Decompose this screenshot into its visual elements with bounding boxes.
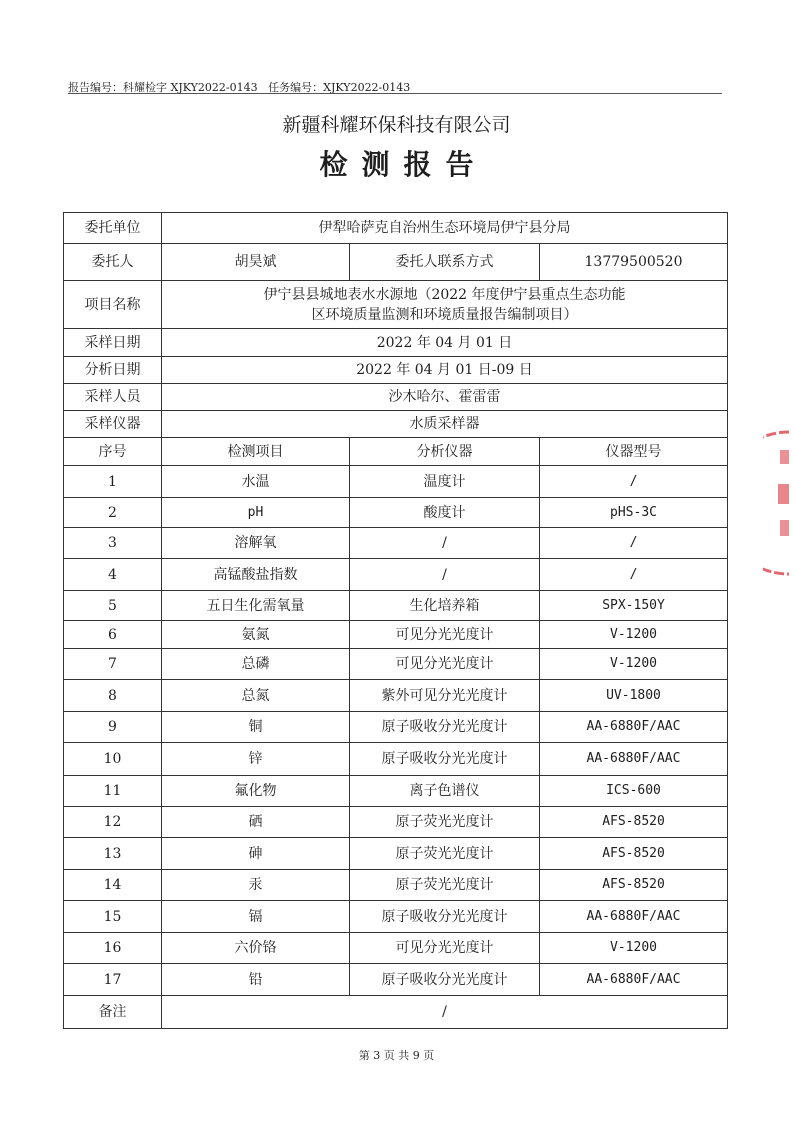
remarks-label: 备注 (64, 996, 162, 1029)
project-label: 项目名称 (64, 281, 162, 329)
table-row (64, 933, 728, 964)
instrument-model: / (540, 559, 728, 591)
table-row (64, 591, 728, 621)
instrument-model: V-1200 (540, 933, 728, 964)
page-number: 第 3 页 共 9 页 (358, 1049, 435, 1062)
instrument-model: AA-6880F/AAC (540, 901, 728, 933)
analysis-date-value: 2022 年 04 月 01 日-09 日 (162, 357, 728, 384)
row-number: 1 (64, 466, 162, 498)
test-item: 汞 (162, 870, 350, 901)
report-number-label: 报告编号： (68, 81, 123, 94)
analyzer-name: 原子吸收分光光度计 (350, 964, 540, 996)
instrument-label: 采样仪器 (64, 411, 162, 438)
test-item: 水温 (162, 466, 350, 498)
contact-row (64, 244, 728, 281)
project-line-1: 伊宁县县城地表水水源地（2022 年度伊宁县重点生态功能 (263, 286, 626, 303)
company-name: 新疆科耀环保科技有限公司 (282, 114, 511, 136)
analyzer-name: 离子色谱仪 (350, 776, 540, 807)
table-row (64, 964, 728, 996)
client-label: 委托单位 (64, 213, 162, 244)
analyzer-name: 紫外可见分光光度计 (350, 680, 540, 712)
instrument-model: AFS-8520 (540, 870, 728, 901)
table-row (64, 776, 728, 807)
table-row (64, 901, 728, 933)
row-number: 14 (64, 870, 162, 901)
instrument-model: V-1200 (540, 621, 728, 649)
test-item: 溶解氧 (162, 528, 350, 559)
contact-label: 委托人 (64, 244, 162, 281)
analyzer-name: 可见分光光度计 (350, 621, 540, 649)
instrument-row (64, 411, 728, 438)
contact-value: 胡昊斌 (162, 244, 350, 281)
row-number: 17 (64, 964, 162, 996)
analyzer-name: 生化培养箱 (350, 591, 540, 621)
row-number: 3 (64, 528, 162, 559)
table-row (64, 680, 728, 712)
column-header-item: 检测项目 (162, 438, 350, 466)
test-item: 五日生化需氧量 (162, 591, 350, 621)
project-value (162, 281, 728, 329)
test-item: pH (162, 498, 350, 528)
sampler-row (64, 384, 728, 411)
table-row (64, 838, 728, 870)
analyzer-name: 原子荧光光度计 (350, 838, 540, 870)
instrument-model: V-1200 (540, 649, 728, 680)
analyzer-name: 温度计 (350, 466, 540, 498)
row-number: 7 (64, 649, 162, 680)
analyzer-name: / (350, 528, 540, 559)
row-number: 8 (64, 680, 162, 712)
analyzer-name: 酸度计 (350, 498, 540, 528)
sample-date-value: 2022 年 04 月 01 日 (162, 329, 728, 357)
instrument-model: AA-6880F/AAC (540, 712, 728, 743)
table-row (64, 712, 728, 743)
instrument-model: ICS-600 (540, 776, 728, 807)
table-row (64, 743, 728, 776)
instrument-model: / (540, 466, 728, 498)
project-line-2: 区环境质量监测和环境质量报告编制项目） (311, 306, 578, 323)
instrument-value: 水质采样器 (162, 411, 728, 438)
phone-label: 委托人联系方式 (350, 244, 540, 281)
test-item: 六价铬 (162, 933, 350, 964)
table-row (64, 466, 728, 498)
row-number: 15 (64, 901, 162, 933)
instrument-model: pHS-3C (540, 498, 728, 528)
analyzer-name: 原子荧光光度计 (350, 807, 540, 838)
row-number: 16 (64, 933, 162, 964)
task-number-label: 任务编号： (268, 81, 324, 94)
table-row (64, 559, 728, 591)
analyzer-name: 可见分光光度计 (350, 933, 540, 964)
column-header-no: 序号 (64, 438, 162, 466)
table-row (64, 870, 728, 901)
project-row (64, 281, 728, 329)
test-item: 高锰酸盐指数 (162, 559, 350, 591)
table-row (64, 649, 728, 680)
remarks-row (64, 996, 728, 1029)
test-item: 硒 (162, 807, 350, 838)
instrument-model: AA-6880F/AAC (540, 743, 728, 776)
row-number: 9 (64, 712, 162, 743)
row-number: 5 (64, 591, 162, 621)
page-title: 检测报告 (319, 148, 488, 181)
instrument-model: UV-1800 (540, 680, 728, 712)
table-row (64, 807, 728, 838)
sampler-value: 沙木哈尔、霍雷雷 (162, 384, 728, 411)
test-item: 锌 (162, 743, 350, 776)
report-table (63, 212, 728, 1029)
row-number: 4 (64, 559, 162, 591)
test-item: 铅 (162, 964, 350, 996)
instrument-model: SPX-150Y (540, 591, 728, 621)
remarks-value: / (162, 996, 728, 1029)
seal-stamp-fragment (763, 428, 793, 578)
analyzer-name: 可见分光光度计 (350, 649, 540, 680)
row-number: 13 (64, 838, 162, 870)
header-divider (68, 93, 722, 94)
instrument-model: / (540, 528, 728, 559)
instrument-model: AFS-8520 (540, 807, 728, 838)
table-row (64, 498, 728, 528)
test-item: 镉 (162, 901, 350, 933)
row-number: 2 (64, 498, 162, 528)
test-item: 总磷 (162, 649, 350, 680)
row-number: 6 (64, 621, 162, 649)
sample-date-row (64, 329, 728, 357)
row-number: 11 (64, 776, 162, 807)
column-header-row (64, 438, 728, 466)
analyzer-name: 原子荧光光度计 (350, 870, 540, 901)
test-item: 砷 (162, 838, 350, 870)
test-item: 总氮 (162, 680, 350, 712)
row-number: 12 (64, 807, 162, 838)
test-item: 氨氮 (162, 621, 350, 649)
test-item: 氟化物 (162, 776, 350, 807)
client-row (64, 213, 728, 244)
sample-date-label: 采样日期 (64, 329, 162, 357)
analysis-date-row (64, 357, 728, 384)
column-header-model: 仪器型号 (540, 438, 728, 466)
analyzer-name: 原子吸收分光光度计 (350, 712, 540, 743)
analyzer-name: / (350, 559, 540, 591)
task-number: XJKY2022-0143 (323, 81, 411, 94)
analyzer-name: 原子吸收分光光度计 (350, 901, 540, 933)
table-row (64, 528, 728, 559)
column-header-analyzer: 分析仪器 (350, 438, 540, 466)
row-number: 10 (64, 743, 162, 776)
analysis-date-label: 分析日期 (64, 357, 162, 384)
phone-value: 13779500520 (540, 244, 728, 281)
analyzer-name: 原子吸收分光光度计 (350, 743, 540, 776)
sampler-label: 采样人员 (64, 384, 162, 411)
test-item: 铜 (162, 712, 350, 743)
client-value: 伊犁哈萨克自治州生态环境局伊宁县分局 (162, 213, 728, 244)
instrument-model: AFS-8520 (540, 838, 728, 870)
table-row (64, 621, 728, 649)
instrument-model: AA-6880F/AAC (540, 964, 728, 996)
report-number: 科耀检字 XJKY2022-0143 (123, 81, 258, 94)
